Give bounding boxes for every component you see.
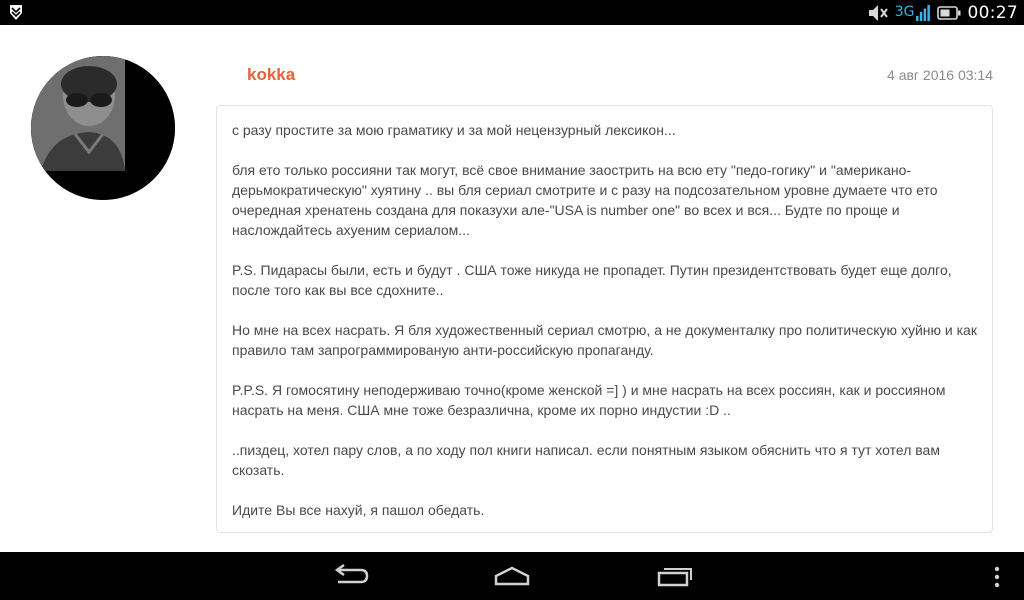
notification-icon (8, 4, 24, 21)
avatar[interactable] (31, 56, 175, 200)
comment-paragraph: Идите Вы все нахуй, я пашол обедать. (232, 502, 485, 518)
comment-paragraph: Но мне на всех насрать. Я бля художественный сериал смотрю, а не документалку про политическую хуйню и как правило там запрограммированую анти-российскую пропаганду. (232, 322, 977, 358)
comment-paragraph: ..пиздец, хотел пару слов, а по ходу пол книги написал. если понятным языком обяснить что я тут хотел вам скозать. (232, 442, 940, 478)
signal-strength-icon (916, 5, 930, 21)
home-icon[interactable] (492, 564, 532, 588)
battery-icon (937, 6, 961, 20)
comment-author[interactable]: kokka (247, 65, 296, 84)
comment-paragraph: бля ето только россияни так могут, всё свое внимание заострить на всю ету "педо-гогику" и "американо-дерьмократическую" хуятину .. вы бля сериал смотрите и с разу на подсозательном уровне думаете что ето очередная хренатень создана для показухи але-"USA is number one" во всех и вся... Будте по проще и наслождайтесь ахуеним сериалом... (232, 162, 938, 238)
network-indicator (895, 0, 930, 25)
network-type-label: 3G (894, 4, 915, 20)
overflow-menu-icon[interactable] (990, 565, 1004, 589)
volume-muted-icon (868, 4, 888, 22)
navigation-bar (0, 552, 1024, 600)
comment-paragraph: с разу простите за мою граматику и за мой нецензурный лексикон... (232, 122, 676, 138)
comment-paragraph: P.P.S. Я гомосятину неподерживаю точно(кроме женской =] ) и мне насрать на всех россиян, как и россияном насрать на меня. США мне тоже безразлична, кроме их порно индустии :D .. (232, 382, 946, 418)
comment-date: 4 авг 2016 03:14 (887, 67, 993, 83)
status-icons (868, 0, 1018, 25)
comment-view (0, 25, 1024, 552)
back-arrow-icon[interactable] (330, 564, 370, 588)
recent-apps-icon[interactable] (655, 564, 695, 588)
user-photo (31, 56, 175, 200)
comment-body (216, 105, 993, 533)
clock: 00:27 (967, 2, 1018, 23)
comment-paragraph: P.S. Пидарасы были, есть и будут . США тоже никуда не пропадет. Путин президентствовать будет еще долго, после того как вы все сдохните.. (232, 262, 952, 298)
status-bar (0, 0, 1024, 25)
